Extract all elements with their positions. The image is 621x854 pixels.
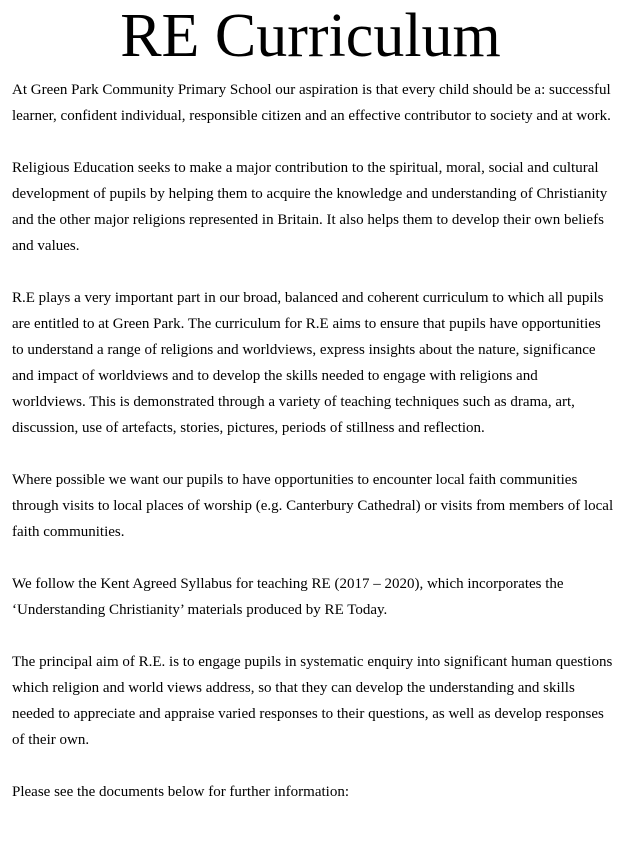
- paragraph-aspiration: At Green Park Community Primary School our aspiration is that every child should be a: successful learner, confident individual, responsible citizen and an effective contributor to society and at work.: [12, 82, 611, 124]
- page-title: RE Curriculum: [120, 2, 501, 70]
- document-body: [12, 77, 614, 831]
- paragraph-syllabus: We follow the Kent Agreed Syllabus for teaching RE (2017 – 2020), which incorporates the ‘Understanding Christianity’ materials produced by RE Today.: [12, 576, 564, 618]
- paragraph-local-faith: Where possible we want our pupils to have opportunities to encounter local faith communities through visits to local places of worship (e.g. Canterbury Cathedral) or visits from members of local faith communities.: [12, 472, 614, 540]
- paragraph-religious-education: Religious Education seeks to make a major contribution to the spiritual, moral, social and cultural development of pupils by helping them to acquire the knowledge and understanding of Christianity and the other major religions represented in Britain. It also helps them to develop their own beliefs and values.: [12, 160, 608, 254]
- paragraph-curriculum: R.E plays a very important part in our broad, balanced and coherent curriculum to which all pupils are entitled to at Green Park. The curriculum for R.E aims to ensure that pupils have opportunities to understand a range of religions and worldviews, express insights about the nature, significance and impact of worldviews and to develop the skills needed to engage with religions and worldviews. This is demonstrated through a variety of teaching techniques such as drama, art, discussion, use of artefacts, stories, pictures, periods of stillness and reflection.: [12, 290, 604, 436]
- paragraph-principal-aim: The principal aim of R.E. is to engage pupils in systematic enquiry into significant human questions which religion and world views address, so that they can develop the understanding and skills needed to appreciate and appraise varied responses to their questions, as well as develop responses of their own.: [12, 654, 613, 748]
- paragraph-further-info: Please see the documents below for further information:: [12, 784, 349, 800]
